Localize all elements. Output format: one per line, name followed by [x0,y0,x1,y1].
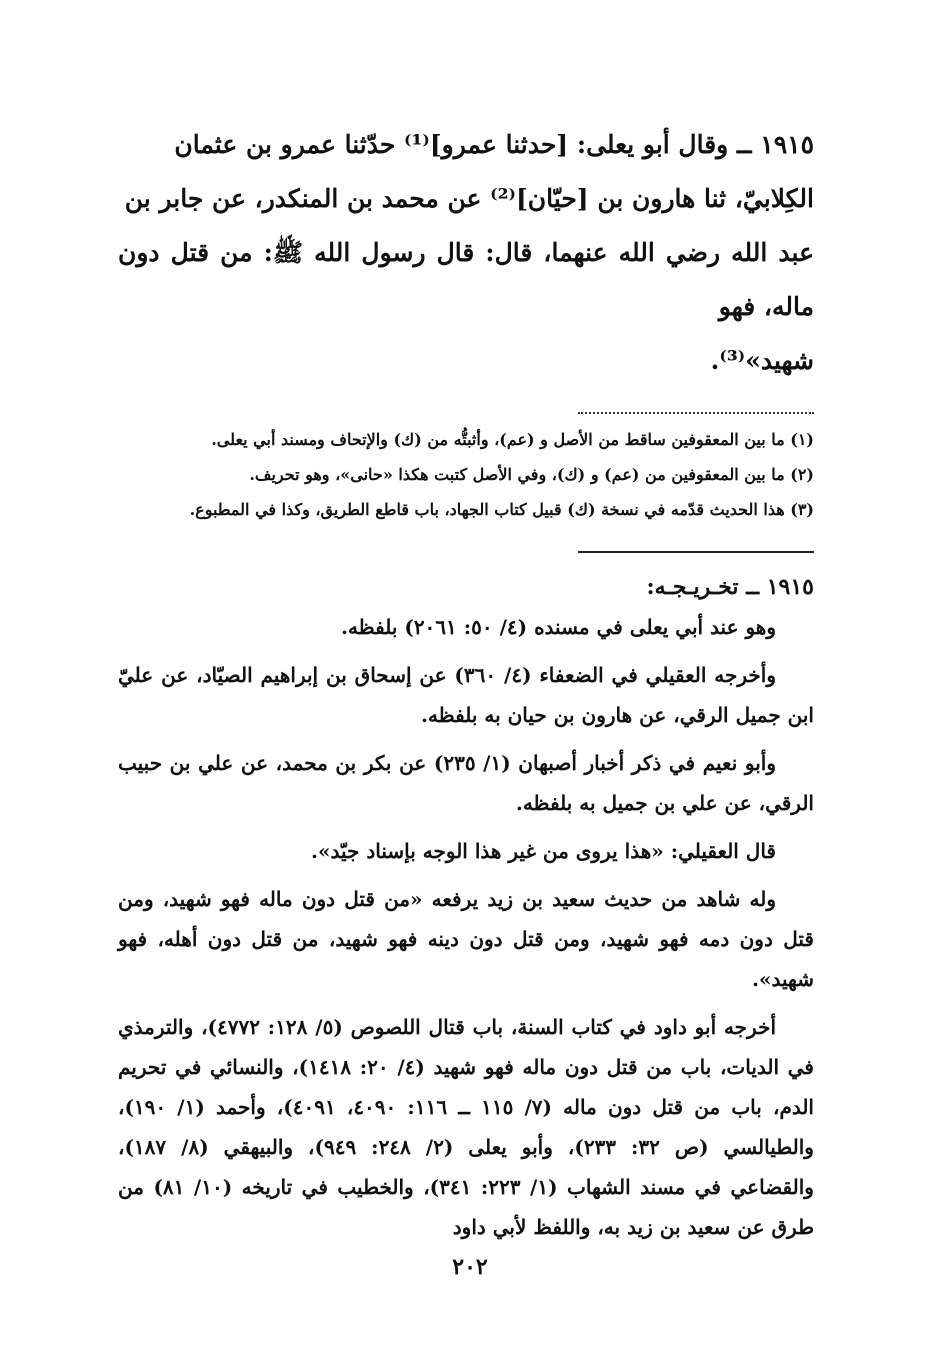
section-divider [578,551,814,553]
footnote-divider [578,412,814,414]
takhrij-paragraph: وأخرجه العقيلي في الضعفاء (٤/ ٣٦٠) عن إسحاق بن إبراهيم الصيّاد، عن عليّ ابن جميل الرقي، عن هارون بن حيان به بلفظه. [118,663,814,727]
footnotes [118,422,814,527]
hadith-line: الكِلابيّ، ثنا هارون بن [حيّان]⁽²⁾ عن محمد بن المنكدر، عن جابر بن [124,184,814,213]
footnote-3: (٣) هذا الحديث قدّمه في نسخة (ك) قبيل كتاب الجهاد، باب قاطع الطريق، وكذا في المطبوع. [189,500,814,519]
takhrij-paragraph: وأبو نعيم في ذكر أخبار أصبهان (١/ ٢٣٥) عن بكر بن محمد، عن علي بن حبيب الرقي، عن علي بن جميل به بلفظه. [118,751,814,815]
footnote-2: (٢) ما بين المعقوفين من (عم) و (ك)، وفي الأصل كتبت هكذا «حانى»، وهو تحريف. [249,465,814,484]
takhrij-section [118,567,814,1247]
takhrij-paragraph: وهو عند أبي يعلى في مسنده (٤/ ٥٠: ٢٠٦١) بلفظه. [340,615,776,639]
takhrij-paragraph: قال العقيلي: «هذا يروى من غير هذا الوجه بإسناد جيّد». [311,839,776,863]
hadith-text [118,118,814,388]
takhrij-heading: ١٩١٥ ــ تخـريـجـه: [646,574,814,600]
page-body [118,118,814,1247]
hadith-line: شهيد»⁽³⁾. [710,346,814,375]
page-number: ٢٠٢ [452,1254,488,1280]
hadith-line: عبد الله رضي الله عنهما، قال: قال رسول الله ﷺ: من قتل دون ماله، فهو [118,238,814,321]
footnote-1: (١) ما بين المعقوفين ساقط من الأصل و (عم)، وأثبتُّه من (ك) والإتحاف ومسند أبي يعلى. [211,430,814,449]
takhrij-paragraph: أخرجه أبو داود في كتاب السنة، باب قتال اللصوص (٥/ ١٢٨: ٤٧٧٢)، والترمذي في الديات، باب من قتل دون ماله فهو شهيد (٤/ ٢٠: ١٤١٨)، والنسائي في تحريم الدم، باب من قتل دون ماله (٧/ ١١٥ ــ ١١٦: ٤٠٩٠، ٤٠٩١)، وأحمد (١/ ١٩٠)، والطيالسي (ص ٣٢: ٢٣٣)، وأبو يعلى (٢/ ٢٤٨: ٩٤٩)، والبيهقي (٨/ ١٨٧)، والقضاعي في مسند الشهاب (١/ ٢٢٣: ٣٤١)، والخطيب في تاريخه (١٠/ ٨١) من طرق عن سعيد بن زيد به، واللفظ لأبي داود [118,1015,814,1239]
hadith-line: ١٩١٥ ــ وقال أبو يعلى: [حدثنا عمرو]⁽¹⁾ حدّثنا عمرو بن عثمان [174,130,814,159]
takhrij-paragraph: وله شاهد من حديث سعيد بن زيد يرفعه «من قتل دون ماله فهو شهيد، ومن قتل دون دمه فهو شهيد، ومن قتل دون دينه فهو شهيد، من قتل دون أهله، فهو شهيد». [118,887,814,991]
